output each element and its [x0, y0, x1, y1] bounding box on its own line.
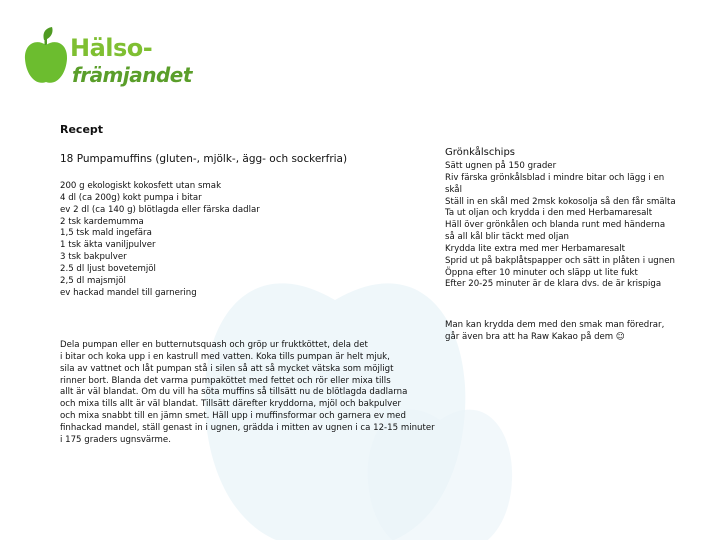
chips-note	[445, 320, 705, 344]
ingredient-item: 1 tsk äkta vaniljpulver	[60, 240, 156, 251]
chips-step: så all kål blir täckt med oljan	[445, 232, 569, 243]
chips-steps	[445, 161, 705, 291]
instruction-line: allt är väl blandat. Om du vill ha söta muffins så tillsätt nu de blötlagda dadlarna	[60, 387, 408, 398]
chips-note-line: går även bra att ha Raw Kakao på dem ☺	[445, 331, 625, 342]
instruction-line: och mixa tills allt är väl blandat. Tillsätt därefter kryddorna, mjöl och bakpulver	[60, 399, 402, 410]
chips-step: Krydda lite extra med mer Herbamaresalt	[445, 243, 625, 254]
ingredient-list	[60, 181, 300, 299]
ingredient-item: ev 2 dl (ca 140 g) blötlagda eller färska dadlar	[60, 204, 260, 215]
chips-step: Ställ in en skål med 2msk kokosolja så den får smälta	[445, 196, 676, 207]
ingredient-item: 3 tsk bakpulver	[60, 252, 127, 263]
logo-line-1: Hälso-	[70, 34, 153, 62]
ingredient-item: 2.5 dl ljust bovetemjöl	[60, 263, 156, 274]
instruction-line: finhackad mandel, ställ genast in i ugnen, grädda i mitten av ugnen i ca 12-15 minuter	[60, 422, 435, 433]
instruction-line: Dela pumpan eller en butternutsquash och gröp ur fruktköttet, dela det	[60, 340, 368, 350]
ingredient-item: 200 g ekologiskt kokosfett utan smak	[60, 181, 222, 191]
instruction-line: och mixa snabbt till en jämn smet. Häll upp i muffinsformar och garnera ev med	[60, 411, 406, 422]
instruction-line: sila av vattnet och låt pumpan stå i silen så att så mycket vätska som möjligt	[60, 363, 394, 374]
chips-step: Riv färska grönkålsblad i mindre bitar och lägg i en	[445, 172, 665, 183]
page-heading: Recept	[60, 123, 104, 136]
ingredient-item: 2,5 dl majsmjöl	[60, 275, 126, 286]
recipe-title: 18 Pumpamuffins (gluten-, mjölk-, ägg- och sockerfria)	[60, 153, 348, 165]
ingredient-item: 2 tsk kardemumma	[60, 216, 144, 227]
recipe-instructions	[60, 340, 450, 447]
instruction-line: i 175 graders ugnsvärme.	[60, 434, 171, 445]
instruction-line: i bitar och koka upp i en kastrull med vatten. Koka tills pumpan är helt mjuk,	[60, 351, 390, 362]
chips-step: Häll över grönkålen och blanda runt med händerna	[445, 220, 666, 231]
instruction-line: rinner bort. Blanda det varma pumpaköttet med fettet och rör eller mixa tills	[60, 375, 391, 386]
halsoframjandet-logo	[22, 26, 192, 96]
apple-logo-icon	[22, 26, 70, 88]
chips-step: Efter 20-25 minuter är de klara dvs. de är krispiga	[445, 279, 662, 290]
ingredient-item: 1,5 tsk mald ingefära	[60, 228, 152, 239]
chips-step: Sätt ugnen på 150 grader	[445, 161, 557, 171]
chips-note-line: Man kan krydda dem med den smak man föredrar,	[445, 320, 665, 330]
ingredient-item: 4 dl (ca 200g) kokt pumpa i bitar	[60, 192, 202, 203]
chips-step: Sprid ut på bakplåtspapper och sätt in plåten i ugnen	[445, 255, 675, 266]
chips-step: skål	[445, 184, 462, 195]
ingredient-item: ev hackad mandel till garnering	[60, 287, 197, 298]
logo-line-2: främjandet	[72, 63, 192, 87]
chips-recipe-title: Grönkålschips	[445, 147, 515, 158]
chips-step: Öppna efter 10 minuter och släpp ut lite fukt	[445, 267, 638, 278]
chips-step: Ta ut oljan och krydda i den med Herbamaresalt	[445, 208, 653, 219]
